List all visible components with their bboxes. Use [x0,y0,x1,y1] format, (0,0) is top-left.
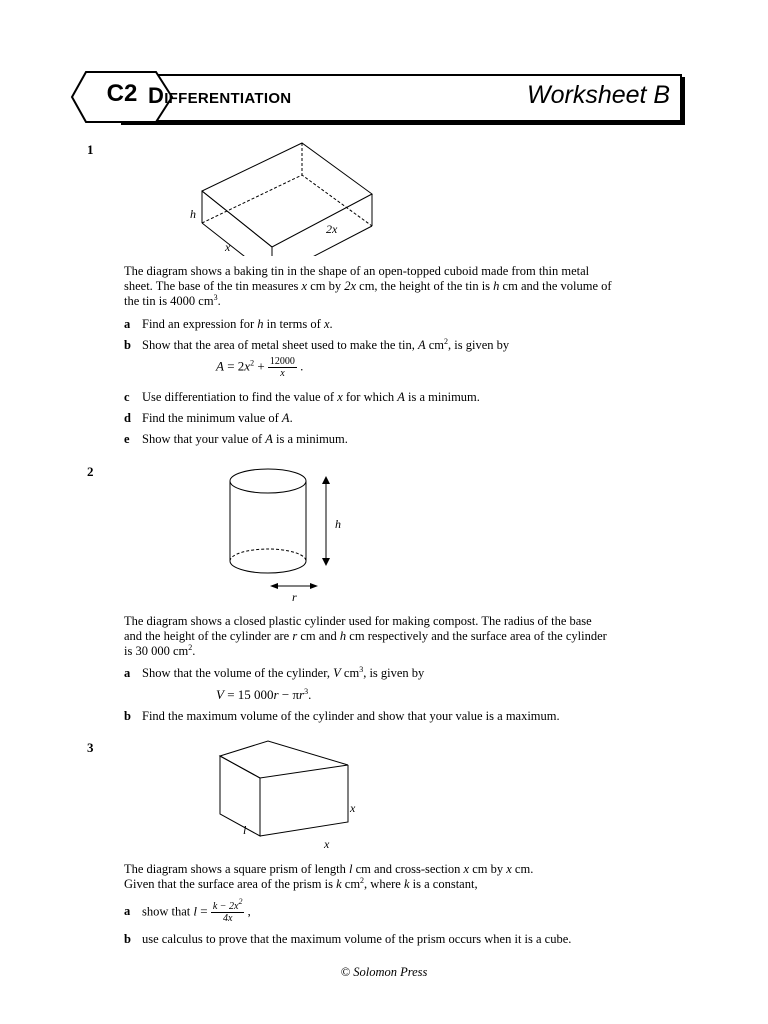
part-a: a show that l = $\frac{k - 2x^2}{4x}$ , [124,897,251,924]
length-label: l [243,823,247,837]
cross-section-base-label: x [324,837,330,850]
question-number: 3 [87,740,94,755]
square-prism-diagram [215,738,365,850]
part-b: b use calculus to prove that the maximum volume of the prism occurs when it is a cube. [124,932,572,946]
radius-label: r [292,590,297,604]
question-stem: The diagram shows a baking tin in the shape of an open-topped cuboid made from thin metal sheet. The base of the tin measures x cm by 2x cm, the height of the tin is h cm and the volume of the tin is 4000 $cm^3$. [124,264,612,308]
question-number: 1 [87,142,94,157]
part-e: e Show that your value of A is a minimum. [124,432,348,446]
part-d: d Find the minimum value of A. [124,411,293,425]
length-label: 2x [326,222,338,236]
module-code: C2 [106,80,138,107]
height-label: h [335,517,341,531]
worksheet-label: Worksheet B [527,81,671,109]
question-number: 2 [87,464,94,479]
footer-copyright: © Solomon Press [340,965,428,979]
part-a: a Show that the volume of the cylinder, V $cm^3$, is given by [124,665,425,680]
volume-equation: V = 15 $000r - \pi r^3$. [216,687,312,702]
part-c: c Use differentiation to find the value of x for which A is a minimum. [124,390,480,404]
area-equation: $A = 2x^2$ + $\frac{12000}{x}$ . [216,356,304,379]
part-b: b Find the maximum volume of the cylinder and show that your value is a maximum. [124,709,560,723]
question-stem: The diagram shows a square prism of length l cm and cross-section x cm by x cm. Given that the surface area of the prism is k $cm^2$, where k is a constant, [124,862,534,891]
part-b: b Show that the area of metal sheet used to make the tin, A $cm^2$, is given by [124,337,510,352]
cuboid-tin-diagram [185,138,385,256]
part-a: a Find an expression for h in terms of x. [124,317,333,331]
cross-section-side-label: x [350,801,356,815]
cylinder-diagram [222,466,362,606]
width-label: x [225,240,231,254]
question-stem: The diagram shows a closed plastic cylinder used for making compost. The radius of the base and the height of the cylinder are r cm and h cm respectively and the surface area of the cylinder is 30 000 $cm^2$. [124,614,607,658]
height-label: h [190,207,196,221]
page-title: Differentiation [148,83,292,108]
